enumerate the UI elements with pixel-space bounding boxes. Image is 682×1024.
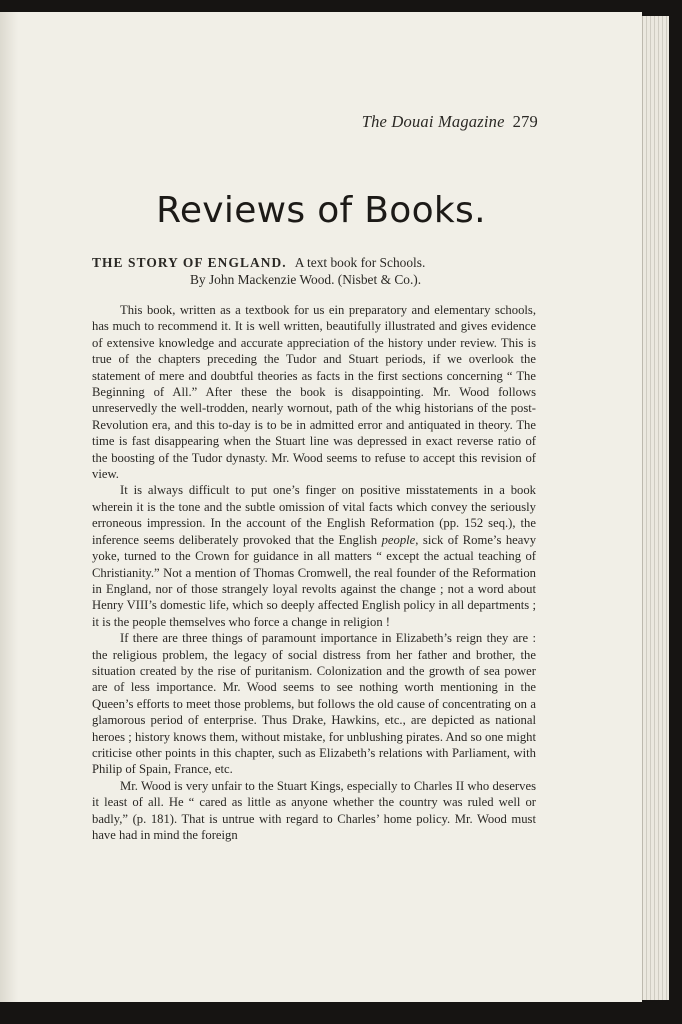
review-body <box>92 302 536 843</box>
paragraph-3: If there are three things of paramount importance in Elizabeth’s reign they are : the religious problem, the legacy of social distress from her father and brother, the situation created by the rise of puritanism. Colonization and the growth of sea power are of less importance. Mr. Wood seems to see nothing worth mentioning in the Queen’s efforts to meet those problems, but follows the old cause of concentrating on a glamorous period of enterprise. Thus Drake, Hawkins, etc., are depicted as national heroes ; history knows them, without mistake, for unblushing pirates. And so one might criticise other points in this chapter, such as Elizabeth’s relations with Parliament, with Philip of Spain, France, etc. <box>92 631 536 777</box>
book-page <box>0 12 642 1002</box>
paragraph-2-after: , sick of Rome’s heavy yoke, turned to the Crown for guidance in all matters “ except the actual teaching of Christianity.” Not a mention of Thomas Cromwell, the real founder of the Reformation in England, nor of those strangely loyal revolts against the change ; not a word about Henry VIII’s domestic life, which so deeply affected English policy in all departments ; it is the people themselves who force a change in religion ! <box>92 532 537 629</box>
review-heading <box>92 254 540 288</box>
book-byline: By John Mackenzie Wood. (Nisbet & Co.). <box>190 272 422 287</box>
page-title: Reviews of Books. <box>156 190 486 231</box>
paragraph-2 <box>92 482 536 630</box>
book-subtitle: A text book for Schools. <box>294 255 426 270</box>
page-edges <box>642 16 669 1000</box>
paragraph-4: Mr. Wood is very unfair to the Stuart Kings, especially to Charles II who deserves it least of all. He “ cared as little as anyone whether the country was ruled well or badly,” (p. 181). That is untrue with regard to Charles’ home policy. Mr. Wood must have had in mind the foreign <box>92 778 536 842</box>
journal-title: The Douai Magazine <box>361 112 505 131</box>
running-head <box>362 112 538 132</box>
paragraph-1: This book, written as a textbook for us ein preparatory and elementary schools, has much to recommend it. It is well written, beautifully illustrated and gives evidence of extensive knowledge and accurate appreciation of the history under review. This is true of the chapters preceding the Tudor and Stuart periods, if we overlook the statement of mere and doubtful theories as facts in the first sections concerning “ The Beginning of All.” After these the book is disappointing. Mr. Wood follows unreservedly the well-trodden, nearly wornout, path of the whig historians of the post-Revolution era, and this to-day is to be in admitted error and antiquated in theory. The time is fast disappearing when the Stuart line was depressed in exact reverse ratio of the boosting of the Tudor dynasty. Mr. Wood seems to refuse to accept this revision of view. <box>92 303 536 482</box>
emphasis-people: people <box>381 532 416 547</box>
paragraph-2-before: It is always difficult to put one’s finger on positive misstatements in a book wherein it is the tone and the subtle omission of vital facts which convey the seriously erroneous impression. In the account of the English Reformation (pp. 152 seq.), the inference seems deliberately provoked that the English <box>92 483 536 547</box>
page-number: 279 <box>512 112 538 131</box>
book-title: THE STORY OF ENGLAND. <box>92 255 287 270</box>
